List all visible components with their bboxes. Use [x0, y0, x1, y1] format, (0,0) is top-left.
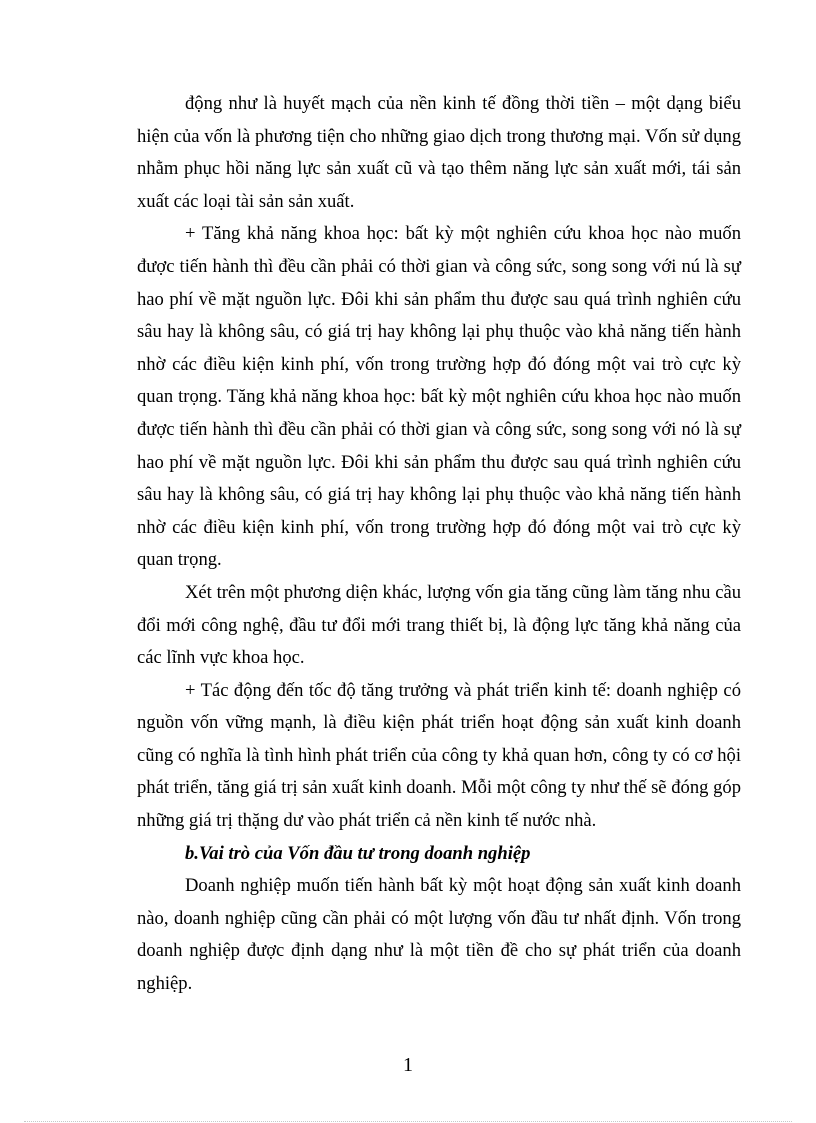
- paragraph-science-capacity: + Tăng khả năng khoa học: bất kỳ một nghiên cứu khoa học nào muốn được tiến hành thì đều cần phải có thời gian và công sức, song song với nú là sự hao phí về mặt nguồn lực. Đôi khi sản phẩm thu được sau quá trình nghiên cứu sâu hay là không sâu, có giá trị hay không lại phụ thuộc vào khả năng tiến hành nhờ các điều kiện kinh phí, vốn trong trường hợp đó đóng một vai trò cực kỳ quan trọng. Tăng khả năng khoa học: bất kỳ một nghiên cứu khoa học nào muốn được tiến hành thì đều cần phải có thời gian và công sức, song song với nó là sự hao phí về mặt nguồn lực. Đôi khi sản phẩm thu được sau quá trình nghiên cứu sâu hay là không sâu, có giá trị hay không lại phụ thuộc vào khả năng tiến hành nhờ các điều kiện kinh phí, vốn trong trường hợp đó đóng một vai trò cực kỳ quan trọng.: [137, 223, 741, 571]
- page-number: 1: [403, 1054, 413, 1076]
- section-heading: b.Vai trò của Vốn đầu tư trong doanh nghiệp: [185, 842, 531, 864]
- paragraph-technology-renewal: Xét trên một phương diện khác, lượng vốn gia tăng cũng làm tăng nhu cầu đổi mới công nghệ, đầu tư đổi mới trang thiết bị, là động lực tăng khả năng của các lĩnh vực khoa học.: [137, 581, 741, 669]
- page-bottom-divider: [24, 1121, 792, 1122]
- page-body: [137, 88, 741, 1001]
- paragraph-enterprise-capital: Doanh nghiệp muốn tiến hành bất kỳ một hoạt động sản xuất kinh doanh nào, doanh nghiệp cũng cần phải có một lượng vốn đầu tư nhất định. Vốn trong doanh nghiệp được định dạng như là một tiền đề cho sự phát triển của doanh nghiệp.: [137, 875, 741, 995]
- paragraph-continued: động như là huyết mạch của nền kinh tế đồng thời tiền – một dạng biểu hiện của vốn là phương tiện cho những giao dịch trong thương mại. Vốn sử dụng nhằm phục hồi năng lực sản xuất cũ và tạo thêm năng lực sản xuất mới, tái sản xuất các loại tài sản sản xuất.: [137, 93, 741, 212]
- paragraph-economic-growth: + Tác động đến tốc độ tăng trưởng và phát triển kinh tế: doanh nghiệp có nguồn vốn vững mạnh, là điều kiện phát triển hoạt động sản xuất kinh doanh cũng có nghĩa là tình hình phát triển của công ty khả quan hơn, công ty có cơ hội phát triển, tăng giá trị sản xuất kinh doanh. Mỗi một công ty như thế sẽ đóng góp những giá trị thặng dư vào phát triển cả nền kinh tế nước nhà.: [137, 679, 741, 832]
